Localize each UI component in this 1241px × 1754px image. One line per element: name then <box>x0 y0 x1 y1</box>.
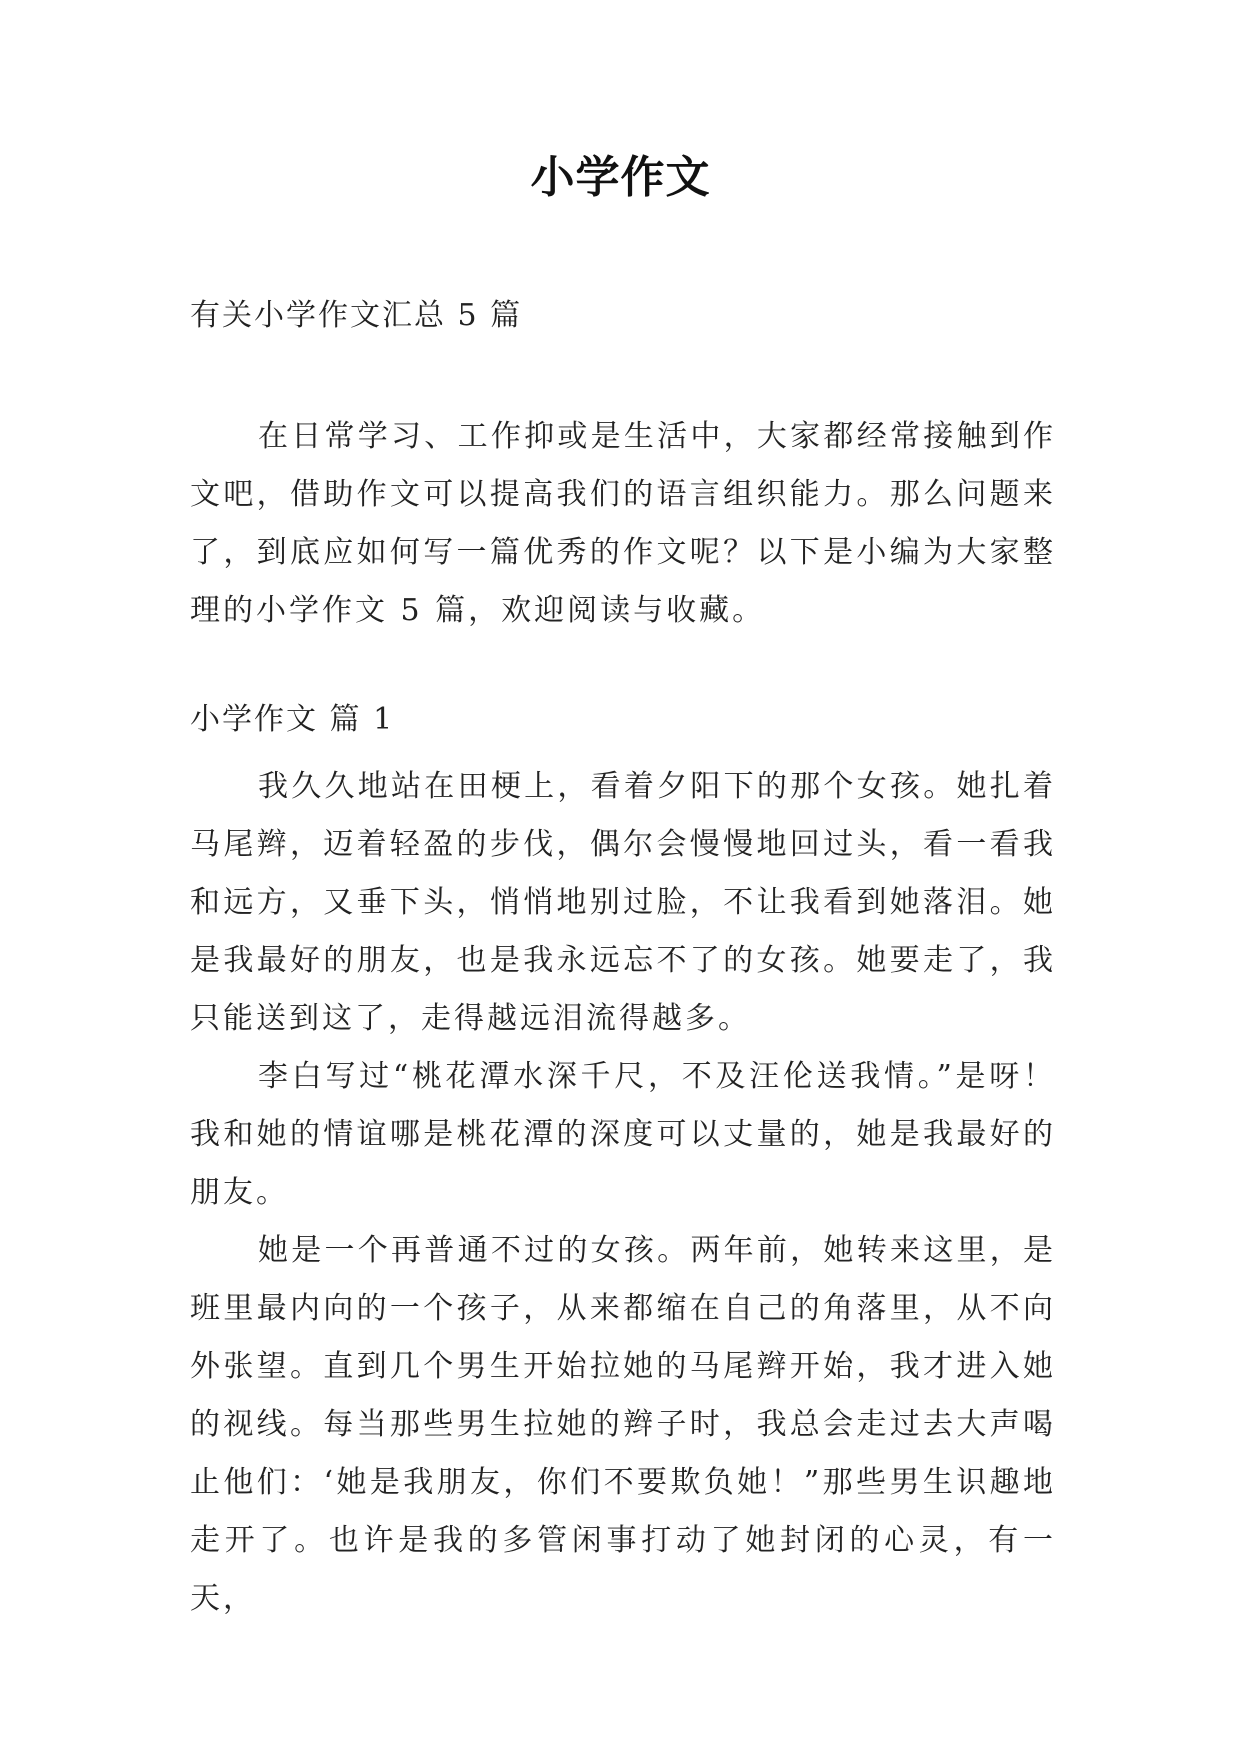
essay-body <box>190 758 1056 1628</box>
document-subtitle: 有关小学作文汇总 5 篇 <box>190 298 523 333</box>
document-title: 小学作文 <box>530 152 711 203</box>
essay-paragraph-1: 我久久地站在田梗上，看着夕阳下的那个女孩。她扎着马尾辫，迈着轻盈的步伐，偶尔会慢慢地回过头，看一看我和远方，又垂下头，悄悄地别过脸，不让我看到她落泪。她是我最好的朋友，也是我永远忘不了的女孩。她要走了，我只能送到这了，走得越远泪流得越多。 <box>190 769 1056 1036</box>
essay-paragraph-3: 她是一个再普通不过的女孩。两年前，她转来这里，是班里最内向的一个孩子，从来都缩在自己的角落里，从不向外张望。直到几个男生开始拉她的马尾辫开始，我才进入她的视线。每当那些男生拉她的辫子时，我总会走过去大声喝止他们：‘她是我朋友，你们不要欺负她！”那些男生识趣地走开了。也许是我的多管闲事打动了她封闭的心灵，有一天， <box>190 1233 1056 1616</box>
essay-paragraph-2: 李白写过“桃花潭水深千尺，不及汪伦送我情。”是呀！我和她的情谊哪是桃花潭的深度可以丈量的，她是我最好的朋友。 <box>190 1059 1056 1210</box>
section-heading: 小学作文 篇 1 <box>190 702 395 737</box>
intro-paragraph: 在日常学习、工作抑或是生活中，大家都经常接触到作文吧，借助作文可以提高我们的语言组织能力。那么问题来了，到底应如何写一篇优秀的作文呢？以下是小编为大家整理的小学作文 5 篇，欢迎阅读与收藏。 <box>190 419 1056 628</box>
